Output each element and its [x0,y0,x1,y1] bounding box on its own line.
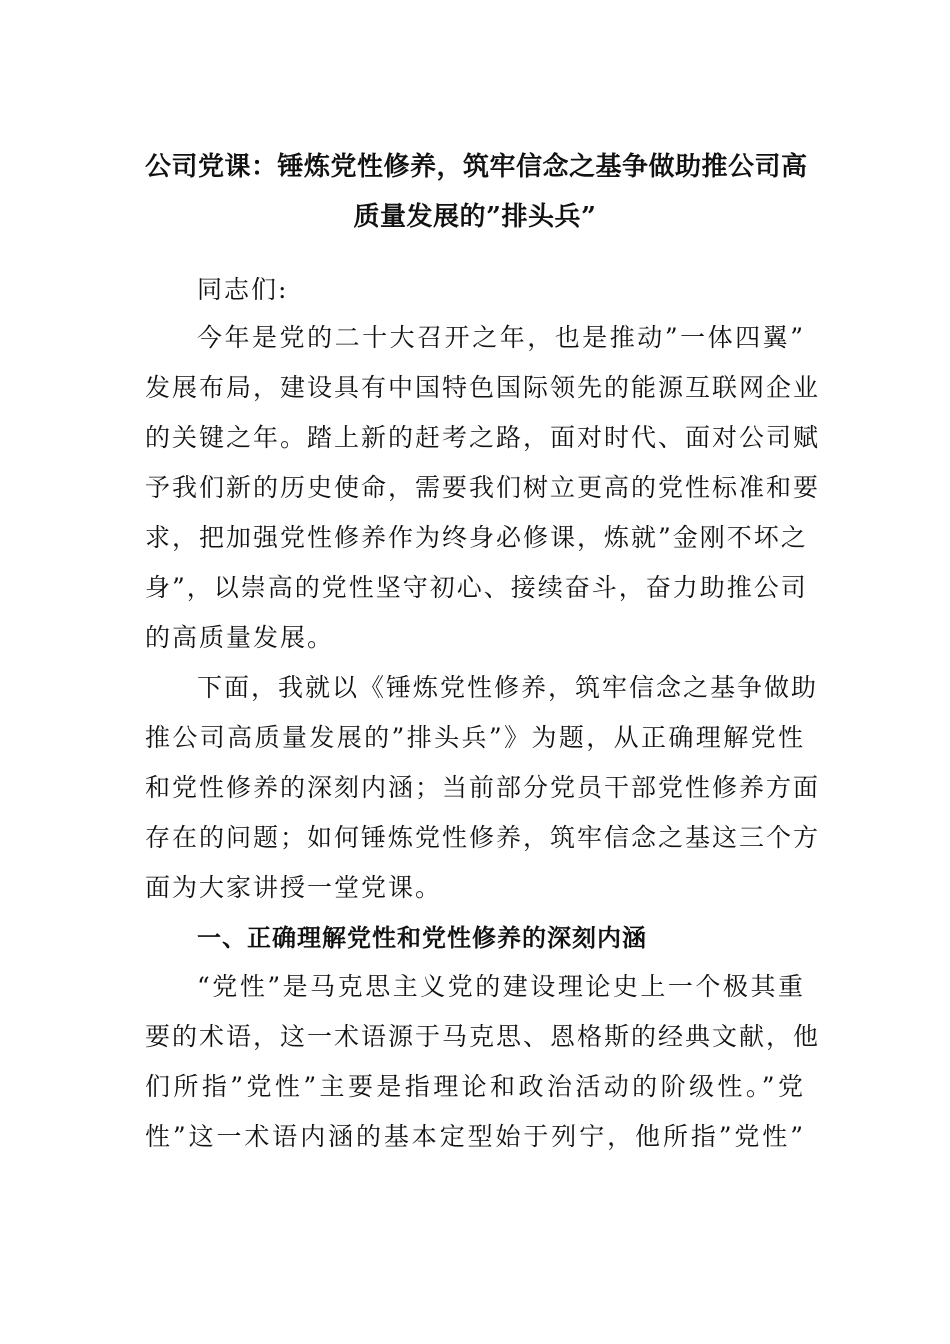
paragraph-1-line: 予我们新的历史使命，需要我们树立更高的党性标准和要 [145,473,821,502]
title-line-2: 质量发展的”排头兵” [353,202,597,232]
paragraph-3-line: 要的术语，这一术语源于马克思、恩格斯的经典文献，他 [145,1022,821,1051]
paragraph-1-line: 身”，以崇高的党性坚守初心、接续奋斗，奋力助推公司 [145,573,808,602]
paragraph-3-line: 们所指”党性”主要是指理论和政治活动的阶级性。”党 [145,1072,805,1101]
paragraph-1-line: 的关键之年。踏上新的赶考之路，面对时代、面对公司赋 [145,423,821,452]
paragraph-2-line: 存在的问题；如何锤炼党性修养，筑牢信念之基这三个方 [145,823,821,852]
greeting [145,265,805,315]
title-line-1: 公司党课：锤炼党性修养，筑牢信念之基争做助推公司高 [145,152,808,182]
paragraph-1 [145,313,821,663]
paragraph-1-line: 今年是党的二十大召开之年，也是推动”一体四翼” [197,323,805,352]
paragraph-1-line: 的高质量发展。 [145,623,335,652]
paragraph-2-line: 面为大家讲授一堂党课。 [145,873,443,902]
paragraph-2-line: 推公司高质量发展的”排头兵”》为题，从正确理解党性 [145,723,805,752]
document-title [145,142,808,242]
paragraph-1-line: 求，把加强党性修养作为终身必修课，炼就”金刚不坏之 [145,523,808,552]
section-1-heading: 一、正确理解党性和党性修养的深刻内涵 [197,924,647,952]
paragraph-2-line: 和党性修养的深刻内涵；当前部分党员干部党性修养方面 [145,773,821,802]
paragraph-3-line: “党性”是马克思主义党的建设理论史上一个极其重 [197,972,805,1001]
greeting-text: 同志们: [197,275,289,304]
paragraph-3 [145,962,821,1162]
paragraph-2-line: 下面，我就以《锤炼党性修养，筑牢信念之基争做助 [197,673,819,702]
paragraph-3-line: 性”这一术语内涵的基本定型始于列宁，他所指”党性” [145,1122,805,1151]
paragraph-1-line: 发展布局，建设具有中国特色国际领先的能源互联网企业 [145,373,821,402]
paragraph-2 [145,663,821,913]
